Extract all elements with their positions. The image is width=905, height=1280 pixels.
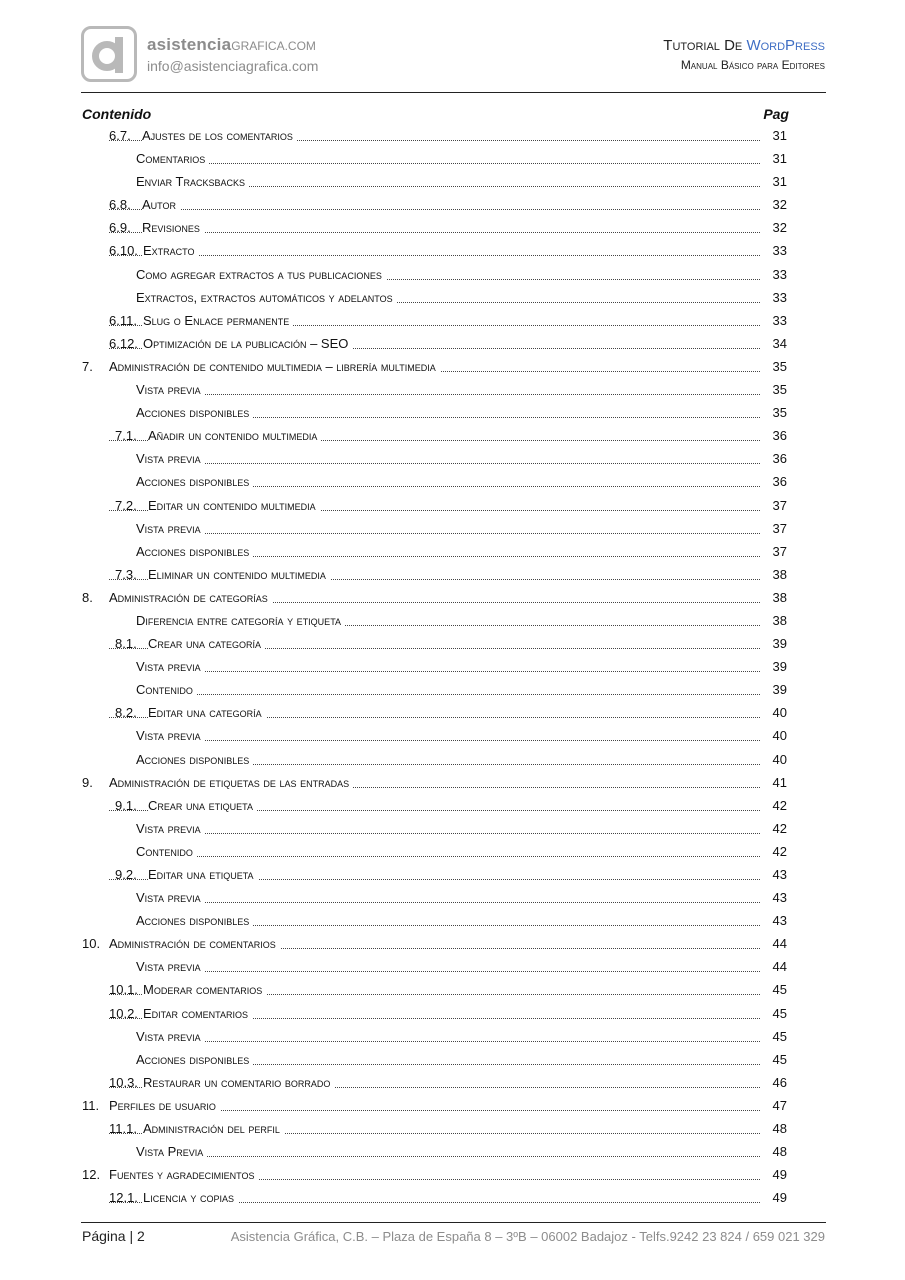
toc-entry-title: Vista previa xyxy=(136,378,205,401)
toc-entry-page: 40 xyxy=(771,724,787,747)
toc-entry-page: 38 xyxy=(771,586,787,609)
toc-entry-number: 12. xyxy=(82,1167,101,1183)
toc-entry-number: 6.10. xyxy=(109,243,138,259)
toc-entry-number: 7.2. xyxy=(115,497,137,513)
toc-dot-leader xyxy=(136,147,760,170)
toc-entry-page: 32 xyxy=(771,216,787,239)
toc-entry[interactable] xyxy=(82,909,787,932)
toc-entry[interactable] xyxy=(82,863,787,886)
toc-entry-page: 45 xyxy=(771,978,787,1001)
toc-entry-number: 9. xyxy=(82,774,93,790)
toc-entry-title: Slug o Enlace permanente xyxy=(143,309,293,332)
title-wordpress: WordPress xyxy=(746,37,825,54)
toc-entry[interactable] xyxy=(82,401,787,424)
toc-entry-title: Acciones disponibles xyxy=(136,909,253,932)
document-title-block xyxy=(663,37,825,72)
toc-dot-leader xyxy=(136,655,760,678)
toc-entry-title: Añadir un contenido multimedia xyxy=(148,424,321,447)
toc-entry[interactable] xyxy=(82,724,787,747)
toc-entry[interactable] xyxy=(82,216,787,239)
toc-entry[interactable] xyxy=(82,447,787,470)
toc-entry[interactable] xyxy=(82,932,787,955)
toc-entry[interactable] xyxy=(82,147,787,170)
toc-entry-page: 43 xyxy=(771,863,787,886)
toc-entry[interactable] xyxy=(82,632,787,655)
toc-dot-leader xyxy=(109,239,760,262)
toc-entry-title: Crear una categoría xyxy=(148,632,265,655)
toc-entry-page: 35 xyxy=(771,378,787,401)
footer-divider xyxy=(81,1222,826,1223)
toc-entry-page: 45 xyxy=(771,1048,787,1071)
toc-entry-title: Administración de etiquetas de las entradas xyxy=(109,771,353,794)
toc-entry-title: Acciones disponibles xyxy=(136,1048,253,1071)
toc-entry-page: 38 xyxy=(771,609,787,632)
title-prefix: Tutorial De xyxy=(663,37,747,54)
toc-entry-page: 49 xyxy=(771,1186,787,1209)
brand-name-bold: asistencia xyxy=(147,35,232,54)
toc-page-heading: Pag xyxy=(763,106,789,122)
toc-entry[interactable] xyxy=(82,1025,787,1048)
toc-entry[interactable] xyxy=(82,1094,787,1117)
toc-entry[interactable] xyxy=(82,886,787,909)
toc-entry-title: Diferencia entre categoría y etiqueta xyxy=(136,609,345,632)
table-of-contents xyxy=(82,124,787,1209)
toc-entry[interactable] xyxy=(82,355,787,378)
toc-entry-title: Vista previa xyxy=(136,886,205,909)
toc-entry-page: 40 xyxy=(771,701,787,724)
toc-entry-title: Moderar comentarios xyxy=(143,978,266,1001)
toc-entry[interactable] xyxy=(82,470,787,493)
toc-entry-title: Editar una etiqueta xyxy=(148,863,258,886)
toc-entry[interactable] xyxy=(82,494,787,517)
toc-entry[interactable] xyxy=(82,263,787,286)
toc-entry-title: Perfiles de usuario xyxy=(109,1094,220,1117)
toc-entry-page: 33 xyxy=(771,239,787,262)
toc-dot-leader xyxy=(136,447,760,470)
toc-entry-page: 36 xyxy=(771,470,787,493)
toc-entry-title: Extracto xyxy=(143,239,199,262)
toc-entry[interactable] xyxy=(82,424,787,447)
toc-entry-number: 7. xyxy=(82,358,93,374)
toc-entry[interactable] xyxy=(82,193,787,216)
toc-entry-number: 12.1. xyxy=(109,1190,138,1206)
toc-entry-number: 6.7. xyxy=(109,128,131,143)
toc-entry-number: 10.2. xyxy=(109,1005,138,1021)
toc-entry[interactable] xyxy=(82,609,787,632)
toc-dot-leader xyxy=(109,216,760,239)
toc-entry-title: Administración del perfil xyxy=(143,1117,284,1140)
toc-entry-title: Comentarios xyxy=(136,147,209,170)
brand-logo-icon xyxy=(81,26,137,82)
toc-entry-title: Contenido xyxy=(136,840,197,863)
toc-entry-page: 47 xyxy=(771,1094,787,1117)
toc-entry-page: 37 xyxy=(771,494,787,517)
toc-entry-title: Acciones disponibles xyxy=(136,748,253,771)
toc-entry-page: 46 xyxy=(771,1071,787,1094)
toc-dot-leader xyxy=(136,517,760,540)
toc-entry[interactable] xyxy=(82,1002,787,1025)
toc-entry[interactable] xyxy=(82,817,787,840)
toc-entry[interactable] xyxy=(82,840,787,863)
toc-entry-title: Acciones disponibles xyxy=(136,470,253,493)
toc-entry-page: 45 xyxy=(771,1002,787,1025)
toc-entry-number: 11. xyxy=(82,1097,100,1113)
footer-page-number: Página | 2 xyxy=(82,1228,145,1244)
toc-entry-page: 36 xyxy=(771,447,787,470)
toc-entry[interactable] xyxy=(82,1048,787,1071)
toc-entry-number: 8.2. xyxy=(115,705,137,721)
toc-entry-page: 44 xyxy=(771,955,787,978)
toc-entry-title: Editar un contenido multimedia xyxy=(148,494,320,517)
toc-entry-title: Vista previa xyxy=(136,724,205,747)
toc-entry-page: 42 xyxy=(771,840,787,863)
toc-entry-page: 36 xyxy=(771,424,787,447)
toc-entry[interactable] xyxy=(82,563,787,586)
toc-entry-title: Licencia y copias xyxy=(143,1186,238,1209)
toc-entry-title: Administración de contenido multimedia – librería multimedia xyxy=(109,355,440,378)
toc-entry[interactable] xyxy=(82,239,787,262)
brand-name-light: GRAFICA.COM xyxy=(231,39,316,53)
toc-entry-number: 6.8. xyxy=(109,197,131,213)
toc-dot-leader xyxy=(136,840,760,863)
toc-entry[interactable] xyxy=(82,332,787,355)
toc-entry-page: 35 xyxy=(771,401,787,424)
toc-entry-page: 43 xyxy=(771,886,787,909)
toc-entry-title: Vista Previa xyxy=(136,1140,207,1163)
toc-entry-number: 10.3. xyxy=(109,1074,138,1090)
toc-entry-page: 48 xyxy=(771,1117,787,1140)
toc-entry-page: 40 xyxy=(771,748,787,771)
toc-entry-title: Vista previa xyxy=(136,955,205,978)
toc-entry-title: Acciones disponibles xyxy=(136,401,253,424)
toc-entry-title: Optimización de la publicación – SEO xyxy=(143,332,352,355)
toc-dot-leader xyxy=(136,817,760,840)
toc-entry-number: 9.1. xyxy=(115,797,137,813)
toc-entry[interactable] xyxy=(82,655,787,678)
toc-entry-page: 42 xyxy=(771,817,787,840)
toc-entry-page: 39 xyxy=(771,655,787,678)
toc-entry-title: Ajustes de los comentarios xyxy=(142,124,297,147)
toc-entry-title: Contenido xyxy=(136,678,197,701)
toc-entry-title: Revisiones xyxy=(142,216,204,239)
toc-entry-title: Como agregar extractos a tus publicaciones xyxy=(136,263,386,286)
toc-entry-number: 10.1. xyxy=(109,982,138,998)
brand-email: info@asistenciagrafica.com xyxy=(147,58,319,74)
toc-entry[interactable] xyxy=(82,378,787,401)
toc-entry-title: Vista previa xyxy=(136,817,205,840)
toc-entry[interactable] xyxy=(82,1140,787,1163)
toc-entry-number: 9.2. xyxy=(115,867,137,882)
toc-entry-title: Enviar Tracksbacks xyxy=(136,170,249,193)
toc-entry-title: Acciones disponibles xyxy=(136,540,253,563)
toc-entry-number: 7.3. xyxy=(115,566,137,582)
toc-entry-title: Administración de categorías xyxy=(109,586,272,609)
toc-entry[interactable] xyxy=(82,955,787,978)
toc-dot-leader xyxy=(136,886,760,909)
toc-entry[interactable] xyxy=(82,540,787,563)
toc-entry[interactable] xyxy=(82,586,787,609)
toc-dot-leader xyxy=(136,378,760,401)
toc-entry-page: 45 xyxy=(771,1025,787,1048)
toc-entry-title: Vista previa xyxy=(136,517,205,540)
toc-entry-title: Vista previa xyxy=(136,1025,205,1048)
toc-entry-number: 11.1. xyxy=(109,1121,137,1137)
toc-dot-leader xyxy=(136,1140,760,1163)
toc-entry-page: 33 xyxy=(771,309,787,332)
toc-entry-title: Crear una etiqueta xyxy=(148,794,257,817)
toc-entry[interactable] xyxy=(82,701,787,724)
page-header xyxy=(0,0,905,94)
toc-entry-page: 35 xyxy=(771,355,787,378)
toc-entry[interactable] xyxy=(82,1186,787,1209)
toc-entry[interactable] xyxy=(82,771,787,794)
toc-entry-title: Eliminar un contenido multimedia xyxy=(148,563,330,586)
toc-entry[interactable] xyxy=(82,794,787,817)
toc-entry-number: 8. xyxy=(82,589,93,605)
toc-dot-leader xyxy=(136,724,760,747)
toc-dot-leader xyxy=(136,1025,760,1048)
toc-entry-title: Editar una categoría xyxy=(148,701,266,724)
toc-dot-leader xyxy=(136,678,760,701)
toc-entry-title: Fuentes y agradecimientos xyxy=(109,1163,259,1186)
document-title xyxy=(663,37,825,54)
toc-entry[interactable] xyxy=(82,124,787,147)
toc-entry-page: 31 xyxy=(771,147,787,170)
toc-entry[interactable] xyxy=(82,1117,787,1140)
toc-entry-page: 33 xyxy=(771,286,787,309)
toc-entry-number: 6.11. xyxy=(109,312,137,328)
toc-entry[interactable] xyxy=(82,309,787,332)
toc-entry-page: 41 xyxy=(771,771,787,794)
toc-heading-row xyxy=(82,106,789,122)
toc-entry[interactable] xyxy=(82,1163,787,1186)
toc-entry-title: Administración de comentarios xyxy=(109,932,280,955)
toc-entry-page: 43 xyxy=(771,909,787,932)
toc-entry-page: 48 xyxy=(771,1140,787,1163)
toc-entry-number: 7.1. xyxy=(115,428,137,444)
toc-entry-page: 32 xyxy=(771,193,787,216)
toc-entry-title: Vista previa xyxy=(136,655,205,678)
toc-entry[interactable] xyxy=(82,1071,787,1094)
header-divider xyxy=(81,92,826,93)
toc-entry-number: 6.9. xyxy=(109,220,131,236)
brand-name xyxy=(147,35,316,55)
toc-entry[interactable] xyxy=(82,678,787,701)
toc-entry-page: 34 xyxy=(771,332,787,355)
toc-entry-page: 44 xyxy=(771,932,787,955)
toc-entry-page: 39 xyxy=(771,632,787,655)
toc-entry-title: Extractos, extractos automáticos y adelantos xyxy=(136,286,397,309)
toc-entry-title: Vista previa xyxy=(136,447,205,470)
footer-address: Asistencia Gráfica, C.B. – Plaza de España 8 – 3ºB – 06002 Badajoz - Telfs.9242 23 824 / 659 021 329 xyxy=(230,1229,825,1244)
toc-entry-page: 39 xyxy=(771,678,787,701)
toc-entry[interactable] xyxy=(82,286,787,309)
toc-heading: Contenido xyxy=(82,106,152,122)
toc-entry-page: 38 xyxy=(771,563,787,586)
toc-dot-leader xyxy=(136,955,760,978)
toc-entry-title: Autor xyxy=(142,193,180,216)
toc-entry-title: Editar comentarios xyxy=(143,1002,252,1025)
toc-entry[interactable] xyxy=(82,517,787,540)
toc-dot-leader xyxy=(109,193,760,216)
toc-entry-page: 37 xyxy=(771,517,787,540)
document-subtitle: Manual Básico para Editores xyxy=(680,58,825,72)
toc-entry[interactable] xyxy=(82,748,787,771)
toc-entry-page: 37 xyxy=(771,540,787,563)
toc-entry-number: 6.12. xyxy=(109,335,138,351)
toc-entry-page: 31 xyxy=(771,170,787,193)
toc-entry-number: 8.1. xyxy=(115,636,137,652)
toc-entry-page: 31 xyxy=(771,124,787,147)
toc-entry-page: 49 xyxy=(771,1163,787,1186)
toc-entry-page: 33 xyxy=(771,263,787,286)
toc-entry-number: 10. xyxy=(82,936,101,952)
toc-entry[interactable] xyxy=(82,170,787,193)
toc-entry-title: Restaurar un comentario borrado xyxy=(143,1071,334,1094)
toc-entry[interactable] xyxy=(82,978,787,1001)
toc-entry-page: 42 xyxy=(771,794,787,817)
